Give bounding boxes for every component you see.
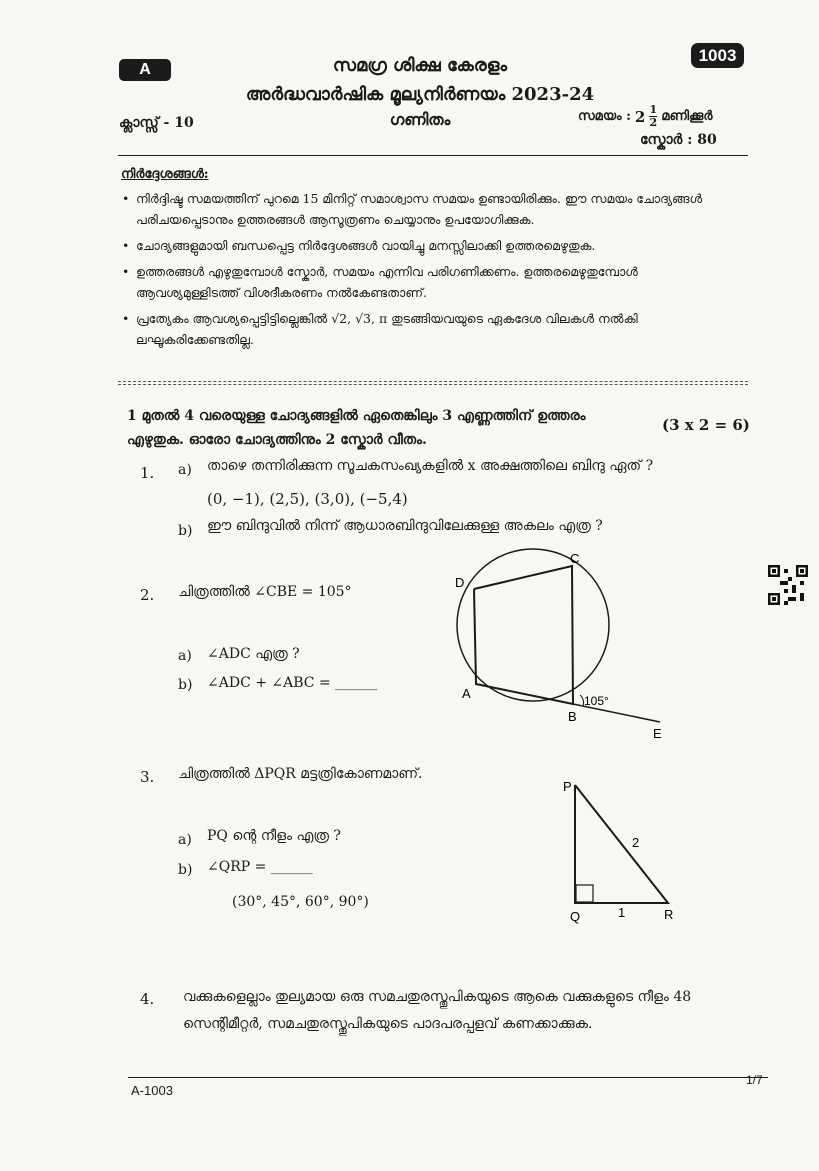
time-allowed: [578, 104, 712, 129]
time-denominator: 2: [649, 116, 658, 129]
time-unit: മണിക്കൂർ: [661, 109, 713, 124]
instruction-item: • പ്രത്യേകം ആവശ്യപ്പെട്ടിട്ടില്ലെങ്കിൽ √2, √3, π തുടങ്ങിയവയുടെ ഏകദേശ വിലകൾ നൽകി ലഘൂകരിക്കേണ്ടതില്ല.: [122, 311, 638, 347]
label-p: P: [563, 779, 572, 794]
organization-title: സമഗ്ര ശിക്ഷ കേരളം: [332, 55, 508, 76]
label-q: Q: [570, 909, 581, 924]
angle-label: 105°: [584, 694, 609, 708]
q2-number: 2.: [140, 586, 155, 604]
header-divider: [118, 155, 748, 156]
time-whole: 2: [634, 107, 646, 126]
q1a-label: a): [178, 462, 192, 478]
instructions-title: നിർദ്ദേശങ്ങൾ:: [121, 167, 209, 182]
time-fraction: [649, 104, 657, 129]
q3b-label: b): [178, 862, 193, 878]
instruction-item: • ചോദ്യങ്ങളുമായി ബന്ധപ്പെട്ട നിർദ്ദേശങ്ങൾ വായിച്ചു മനസ്സിലാക്കി ഉത്തരമെഴുതുക.: [122, 238, 596, 253]
footer-page-number: 1/7: [746, 1073, 763, 1087]
label-base: 1: [618, 905, 626, 920]
class-label: ക്ലാസ്സ് - 10: [119, 115, 194, 131]
q3a-label: a): [178, 832, 192, 848]
exam-title: അർദ്ധവാർഷിക മൂല്യനിർണയം 2023-24: [245, 84, 595, 105]
q2a-text: ∠ADC എത്ര ?: [207, 646, 300, 662]
q2b-label: b): [178, 677, 193, 693]
right-triangle-figure: [560, 775, 690, 925]
q2a-label: a): [178, 648, 192, 664]
circle: [457, 549, 609, 701]
section-heading: 1 മുതൽ 4 വരെയുള്ള ചോദ്യങ്ങളിൽ ഏതെങ്കിലും 3 എണ്ണത്തിന് ഉത്തരം എഴുതുക. ഓരോ ചോദ്യത്തിനും 2 സ്കോർ വീതം.: [127, 408, 586, 448]
footer-paper-code: A-1003: [131, 1083, 173, 1098]
label-r: R: [664, 907, 674, 922]
label-a: A: [462, 686, 471, 701]
q1-number: 1.: [140, 464, 155, 482]
q3-stem: ചിത്രത്തിൽ ΔPQR മട്ടത്രികോണമാണ്.: [178, 766, 423, 782]
subject-title: ഗണിതം: [389, 110, 451, 129]
qr-code-icon: [768, 565, 808, 605]
label-d: D: [455, 575, 465, 590]
q4-number: 4.: [140, 990, 155, 1008]
q3b-text: ∠QRP = ______: [207, 859, 313, 875]
label-e: E: [653, 726, 662, 741]
right-angle-mark: [576, 885, 593, 902]
q1-points: (0, −1), (2,5), (3,0), (−5,4): [207, 490, 408, 508]
instructions-divider: [118, 381, 748, 382]
label-b: B: [568, 709, 577, 724]
q1b-label: b): [178, 523, 193, 539]
paper-set-badge: A: [119, 59, 171, 81]
q3-number: 3.: [140, 768, 155, 786]
q1a-text: താഴെ തന്നിരിക്കുന്ന സൂചകസംഖ്യകളിൽ x അക്ഷത്തിലെ ബിന്ദു ഏത് ?: [207, 458, 654, 474]
q2-stem: ചിത്രത്തിൽ ∠CBE = 105°: [178, 584, 352, 600]
time-numerator: 1: [649, 103, 658, 116]
label-hypotenuse: 2: [632, 835, 640, 850]
q4-text: വക്കുകളെല്ലാം തുല്യമായ ഒരു സമചതുരസ്തൂപികയുടെ ആകെ വക്കുകളുടെ നീളം 48 സെന്റിമീറ്റർ, സമചതുരസ്തൂപികയുടെ പാദപരപ്പളവ് കണക്കാക്കുക.: [183, 989, 692, 1032]
q1b-text: ഈ ബിന്ദുവിൽ നിന്ന് ആധാരബിന്ദുവിലേക്കുള്ള അകലം എത്ര ?: [207, 518, 603, 534]
footer-divider: [128, 1077, 768, 1078]
cyclic-quadrilateral-figure: [440, 545, 680, 745]
q2b-text: ∠ADC + ∠ABC = ______: [207, 675, 378, 691]
quadrilateral: [474, 566, 573, 704]
instructions-list: [120, 188, 740, 355]
q3a-text: PQ ന്റെ നീളം എത്ര ?: [207, 828, 341, 844]
paper-code-badge: 1003: [691, 43, 744, 68]
total-score: സ്കോർ : 80: [640, 132, 717, 148]
section-marks: (3 x 2 = 6): [662, 416, 750, 434]
instructions-divider-2: [118, 384, 748, 385]
instruction-item: • നിർദ്ദിഷ്ട സമയത്തിന് പുറമെ 15 മിനിറ്റ് സമാശ്വാസ സമയം ഉണ്ടായിരിക്കും. ഈ സമയം ചോദ്യങ്ങൾ പരിചയപ്പെടാനും ഉത്തരങ്ങൾ ആസൂത്രണം ചെയ്യാനും ഉപയോഗിക്കുക.: [122, 191, 703, 227]
q3-options: (30°, 45°, 60°, 90°): [232, 894, 369, 910]
label-c: C: [570, 551, 580, 566]
instruction-item: • ഉത്തരങ്ങൾ എഴുതുമ്പോൾ സ്കോർ, സമയം എന്നിവ പരിഗണിക്കണം. ഉത്തരമെഴുതുമ്പോൾ ആവശ്യമുള്ളിടത്ത് വിശദീകരണം നൽകേണ്ടതാണ്.: [122, 264, 638, 300]
time-label: സമയം :: [578, 109, 631, 124]
